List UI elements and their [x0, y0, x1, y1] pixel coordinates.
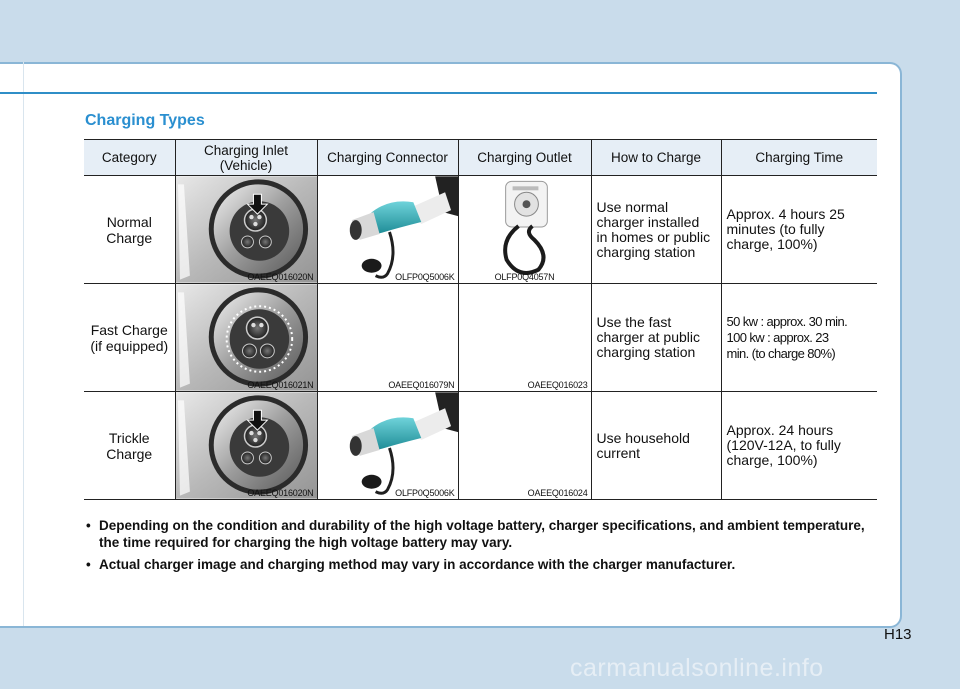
header-charging-time: Charging Time [721, 140, 877, 176]
header-rule [0, 92, 877, 94]
page-number: H13 [884, 626, 912, 643]
charging-types-table [84, 139, 877, 500]
note-item: • Depending on the condition and durability of the high voltage battery, charger specifications, and ambient temperature, the time required for charging the high voltage battery may vary. [86, 517, 881, 551]
header-charging-connector: Charging Connector [317, 140, 458, 176]
how-to-charge-cell: Use the fast charger at public charging station [591, 284, 721, 392]
charging-time-cell: 50 kw : approx. 30 min. 100 kw : approx. 23 min. (to charge 80%) [721, 284, 877, 392]
charging-connector-cell [317, 176, 458, 284]
charging-connector-cell [317, 284, 458, 392]
category-cell: Normal Charge [84, 176, 175, 284]
charging-inlet-photo [176, 284, 317, 391]
charging-time-cell: Approx. 24 hours (120V-12A, to fully charge, 100%) [721, 392, 877, 500]
image-code: OAEEQ016020N [247, 272, 314, 282]
charging-inlet-photo [176, 176, 317, 283]
table-row [84, 284, 877, 392]
how-to-charge-cell: Use household current [591, 392, 721, 500]
image-code: OLFP0Q5006K [395, 488, 455, 498]
image-code: OAEEQ016024 [527, 488, 588, 498]
margin-line [23, 62, 24, 626]
charging-outlet-cell [458, 392, 591, 500]
charging-outlet-cell [458, 176, 591, 284]
charging-connector-photo [318, 392, 458, 499]
table-header-row [84, 140, 877, 176]
charging-outlet-photo [459, 176, 591, 283]
header-category: Category [84, 140, 175, 176]
image-code: OAEEQ016023 [527, 380, 588, 390]
category-cell: Trickle Charge [84, 392, 175, 500]
header-charging-outlet: Charging Outlet [458, 140, 591, 176]
image-code: OAEEQ016079N [388, 380, 455, 390]
notes-list [86, 517, 881, 578]
header-charging-inlet: Charging Inlet (Vehicle) [175, 140, 317, 176]
note-item: • Actual charger image and charging method may vary in accordance with the charger manufacturer. [86, 556, 881, 573]
image-code: OLFP0Q5006K [395, 272, 455, 282]
table-row [84, 392, 877, 500]
image-code: OAEEQ016020N [247, 488, 314, 498]
charging-outlet-cell [458, 284, 591, 392]
category-cell: Fast Charge (if equipped) [84, 284, 175, 392]
how-to-charge-cell: Use normal charger installed in homes or public charging station [591, 176, 721, 284]
section-title: Charging Types [85, 112, 205, 129]
watermark: carmanualsonline.info [570, 654, 824, 682]
charging-inlet-cell [175, 392, 317, 500]
charging-connector-cell [317, 392, 458, 500]
image-code: OAEEQ016021N [247, 380, 314, 390]
charging-inlet-cell [175, 176, 317, 284]
charging-connector-photo [318, 176, 458, 283]
charging-time-cell: Approx. 4 hours 25 minutes (to fully charge, 100%) [721, 176, 877, 284]
charging-inlet-cell [175, 284, 317, 392]
image-code: OLFP0Q4057N [494, 272, 555, 282]
table-row [84, 176, 877, 284]
header-how-to-charge: How to Charge [591, 140, 721, 176]
charging-inlet-photo [176, 392, 317, 499]
